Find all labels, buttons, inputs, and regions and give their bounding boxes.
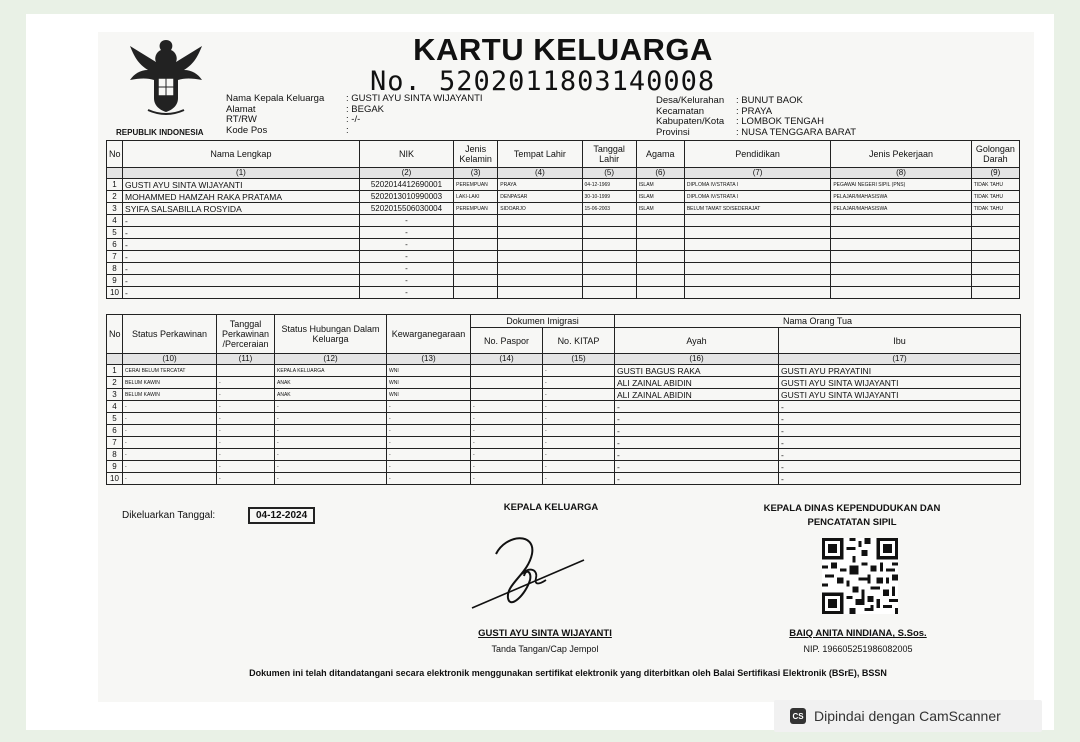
cell-tanggal [582, 275, 636, 287]
cell-jk [454, 287, 498, 299]
cell-ayah: - [615, 401, 779, 413]
table-row [107, 275, 1020, 287]
cell-kitap: - [543, 365, 615, 377]
table-row [107, 425, 1021, 437]
cell-no: 4 [107, 215, 123, 227]
cell-ayah: GUSTI BAGUS RAKA [615, 365, 779, 377]
cell-nama: - [123, 251, 360, 263]
issued-date: 04-12-2024 [248, 507, 315, 524]
cell-pendidikan: BELUM TAMAT SD/SEDERAJAT [684, 203, 830, 215]
esign-note: Dokumen ini telah ditandatangani secara elektronik menggunakan sertifikat elektronik yang diterbitkan oleh Balai Sertifikasi Elektronik (BSrE), BSSN [249, 668, 887, 678]
cell-darah [971, 275, 1019, 287]
cell-wn: WNI [387, 365, 471, 377]
cell-nama: - [123, 215, 360, 227]
cell-nik: - [359, 239, 453, 251]
cell-nik: 5202015506030004 [359, 203, 453, 215]
cell-no: 3 [107, 389, 123, 401]
cell-no: 6 [107, 239, 123, 251]
cell-kitap: - [543, 437, 615, 449]
cell-no: 4 [107, 401, 123, 413]
cell-hubungan: - [275, 413, 387, 425]
table-row [107, 437, 1021, 449]
cell-nik: 5202014412690001 [359, 179, 453, 191]
cell-darah [971, 227, 1019, 239]
cell-status: - [123, 401, 217, 413]
cell-pendidikan [684, 287, 830, 299]
cell-pekerjaan [831, 215, 971, 227]
cell-agama: ISLAM [636, 179, 684, 191]
cell-agama [636, 227, 684, 239]
cell-no: 2 [107, 191, 123, 203]
cell-ayah: ALI ZAINAL ABIDIN [615, 389, 779, 401]
table-row [107, 449, 1021, 461]
cell-tgl: - [217, 377, 275, 389]
cell-no: 10 [107, 287, 123, 299]
table-row [107, 473, 1021, 485]
cell-ayah: - [615, 413, 779, 425]
cell-nik: - [359, 251, 453, 263]
cell-ibu: - [779, 449, 1021, 461]
cell-ibu: - [779, 413, 1021, 425]
cell-wn: - [387, 413, 471, 425]
cell-hubungan: KEPALA KELUARGA [275, 365, 387, 377]
cell-nik: - [359, 215, 453, 227]
header-left-values: : GUSTI AYU SINTA WIJAYANTI : BEGAK : -/- : [346, 93, 483, 136]
cell-hubungan: ANAK [275, 389, 387, 401]
cell-agama: ISLAM [636, 191, 684, 203]
table-row [107, 191, 1020, 203]
cell-status: - [123, 437, 217, 449]
cell-no: 3 [107, 203, 123, 215]
family-status-table: No Status Perkawinan Tanggal Perkawinan /Perceraian Status Hubungan Dalam Keluarga Kewarganegaraan Dokumen Imigrasi Nama Orang Tua No. Paspor No. KITAP Ayah Ibu (10) (11) (12) (13) (14) (15) (16) (17) 1 CERAI BELUM TERCATAT KEPALA KELUARGA WNI - GUSTI BAGUS RAKA GUSTI AYU PRAYATINI 2 BELUM KAWIN - ANAK WNI - ALI ZAINAL ABIDIN GUSTI AYU SINTA WIJAYANTI 3 BELUM KAWIN - ANAK WNI - ALI ZAINAL ABIDIN GUSTI AYU SINTA WIJAYANTI 4 - - - - - - - - 5 - - - - - - - - 6 - - - - - - - - 7 - - - - - - - - 8 - - - - - - - - 9 - - - - - - - - 10 - - - - - - - - [106, 314, 1021, 485]
table-row [107, 413, 1021, 425]
cell-pekerjaan [831, 263, 971, 275]
kadis-nip: NIP. 196605251986082005 [803, 644, 913, 654]
cell-ayah: ALI ZAINAL ABIDIN [615, 377, 779, 389]
republic-label: REPUBLIK INDONESIA [116, 128, 204, 137]
cell-wn: WNI [387, 377, 471, 389]
header-right-values: : BUNUT BAOK : PRAYA : LOMBOK TENGAH : NUSA TENGGARA BARAT [736, 95, 857, 138]
cell-no: 9 [107, 461, 123, 473]
cell-ibu: - [779, 473, 1021, 485]
kadis-title: KEPALA DINAS KEPENDUDUKAN DAN PENCATATAN SIPIL [763, 503, 941, 528]
cell-kitap: - [543, 449, 615, 461]
cell-kitap: - [543, 389, 615, 401]
cell-paspor: - [471, 449, 543, 461]
cell-wn: - [387, 401, 471, 413]
cell-nama: - [123, 227, 360, 239]
cell-darah [971, 287, 1019, 299]
scan-frame [26, 14, 1054, 730]
cell-paspor: - [471, 425, 543, 437]
cell-tanggal: 04-12-1969 [582, 179, 636, 191]
cell-nama: MOHAMMED HAMZAH RAKA PRATAMA [123, 191, 360, 203]
table-row [107, 179, 1020, 191]
cell-paspor: - [471, 401, 543, 413]
cell-hubungan: - [275, 473, 387, 485]
cell-agama [636, 251, 684, 263]
cell-darah: TIDAK TAHU [971, 191, 1019, 203]
cell-agama [636, 287, 684, 299]
cell-status: - [123, 473, 217, 485]
cell-hubungan: - [275, 449, 387, 461]
cell-pekerjaan [831, 251, 971, 263]
cell-status: - [123, 413, 217, 425]
cell-kitap: - [543, 425, 615, 437]
table-row [107, 227, 1020, 239]
table-row [107, 239, 1020, 251]
cell-status: - [123, 425, 217, 437]
cell-tanggal [582, 215, 636, 227]
cell-jk [454, 275, 498, 287]
cell-status: - [123, 461, 217, 473]
cell-tanggal [582, 287, 636, 299]
header-right-labels: Desa/Kelurahan Kecamatan Kabupaten/Kota Provinsi [656, 95, 725, 138]
signature-caption: Tanda Tangan/Cap Jempol [491, 644, 599, 654]
cell-darah: TIDAK TAHU [971, 203, 1019, 215]
cell-ibu: - [779, 425, 1021, 437]
cell-jk [454, 263, 498, 275]
cell-darah [971, 215, 1019, 227]
cell-tempat: DENPASAR [498, 191, 582, 203]
cell-nama: - [123, 275, 360, 287]
signature [466, 524, 596, 614]
cell-nik: - [359, 275, 453, 287]
cell-ibu: - [779, 437, 1021, 449]
cell-ayah: - [615, 461, 779, 473]
cell-status: - [123, 449, 217, 461]
cell-paspor [471, 365, 543, 377]
cell-kitap: - [543, 413, 615, 425]
cell-tempat [498, 287, 582, 299]
cell-nik: 5202013010990003 [359, 191, 453, 203]
cell-tgl: - [217, 401, 275, 413]
cell-darah [971, 239, 1019, 251]
cell-kitap: - [543, 461, 615, 473]
cell-ayah: - [615, 425, 779, 437]
cell-jk [454, 227, 498, 239]
cell-agama [636, 215, 684, 227]
cell-tempat [498, 263, 582, 275]
cell-no: 7 [107, 437, 123, 449]
cell-wn: - [387, 449, 471, 461]
cell-darah [971, 251, 1019, 263]
cell-tgl [217, 365, 275, 377]
cell-nik: - [359, 227, 453, 239]
cell-tempat [498, 251, 582, 263]
cell-hubungan: - [275, 425, 387, 437]
cell-ibu: - [779, 401, 1021, 413]
kk-number: No. 5202011803140008 [370, 66, 716, 97]
table-row [107, 365, 1021, 377]
cell-pekerjaan [831, 275, 971, 287]
cell-no: 7 [107, 251, 123, 263]
cell-ayah: - [615, 473, 779, 485]
cell-no: 10 [107, 473, 123, 485]
qr-code-icon [822, 538, 898, 614]
cell-agama [636, 239, 684, 251]
cell-ayah: - [615, 437, 779, 449]
cell-paspor: - [471, 461, 543, 473]
cell-pekerjaan [831, 239, 971, 251]
cell-tanggal [582, 263, 636, 275]
cell-tgl: - [217, 413, 275, 425]
cell-no: 5 [107, 413, 123, 425]
cell-wn: - [387, 425, 471, 437]
cell-hubungan: - [275, 401, 387, 413]
cell-nama: SYIFA SALSABILLA ROSYIDA [123, 203, 360, 215]
cell-paspor: - [471, 473, 543, 485]
cell-no: 9 [107, 275, 123, 287]
cell-agama [636, 275, 684, 287]
cell-hubungan: - [275, 437, 387, 449]
cell-pendidikan [684, 251, 830, 263]
cell-pendidikan [684, 239, 830, 251]
cell-tempat: PRAYA [498, 179, 582, 191]
cell-nik: - [359, 263, 453, 275]
cell-wn: WNI [387, 389, 471, 401]
cell-agama: ISLAM [636, 203, 684, 215]
kepala-keluarga-name: GUSTI AYU SINTA WIJAYANTI [478, 628, 612, 639]
cell-jk: LAKI-LAKI [454, 191, 498, 203]
cell-pekerjaan: PEGAWAI NEGERI SIPIL (PNS) [831, 179, 971, 191]
cell-no: 8 [107, 449, 123, 461]
cell-no: 1 [107, 365, 123, 377]
cell-kitap: - [543, 401, 615, 413]
cell-paspor: - [471, 413, 543, 425]
document-title: KARTU KELUARGA [413, 32, 713, 67]
cell-kitap: - [543, 473, 615, 485]
cell-jk [454, 251, 498, 263]
cell-pekerjaan [831, 287, 971, 299]
cell-ibu: GUSTI AYU SINTA WIJAYANTI [779, 389, 1021, 401]
cell-no: 5 [107, 227, 123, 239]
cell-wn: - [387, 461, 471, 473]
cell-nama: GUSTI AYU SINTA WIJAYANTI [123, 179, 360, 191]
table-row [107, 401, 1021, 413]
cell-tgl: - [217, 389, 275, 401]
cell-tanggal: 30-10-1999 [582, 191, 636, 203]
kadis-name: BAIQ ANITA NINDIANA, S.Sos. [789, 628, 927, 639]
cell-pendidikan: DIPLOMA IV/STRATA I [684, 179, 830, 191]
cell-pekerjaan: PELAJAR/MAHASISWA [831, 203, 971, 215]
cell-hubungan: - [275, 461, 387, 473]
cell-no: 1 [107, 179, 123, 191]
cell-ibu: - [779, 461, 1021, 473]
cell-ayah: - [615, 449, 779, 461]
cell-darah: TIDAK TAHU [971, 179, 1019, 191]
cell-nama: - [123, 239, 360, 251]
garuda-emblem-icon [120, 36, 212, 118]
cell-tanggal [582, 239, 636, 251]
cell-wn: - [387, 437, 471, 449]
cell-nama: - [123, 263, 360, 275]
cell-no: 6 [107, 425, 123, 437]
camscanner-text: Dipindai dengan CamScanner [814, 708, 1001, 724]
cell-pendidikan [684, 275, 830, 287]
cell-pendidikan [684, 215, 830, 227]
table-row [107, 263, 1020, 275]
cell-tgl: - [217, 437, 275, 449]
cell-status: BELUM KAWIN [123, 377, 217, 389]
cell-tgl: - [217, 461, 275, 473]
family-members-table: No Nama Lengkap NIK Jenis Kelamin Tempat Lahir Tanggal Lahir Agama Pendidikan Jenis Pekerjaan Golongan Darah (1) (2) (3) (4) (5) (6) (7) (8) (9) 1 GUSTI AYU SINTA WIJAYANTI 5202014412690001 PEREMPUAN PRAYA 04-12-1969 ISLAM DIPLOMA IV/STRATA I PEGAWAI NEGERI SIPIL (PNS) TIDAK TAHU 2 MOHAMMED HAMZAH RAKA PRATAMA 5202013010990003 LAKI-LAKI DENPASAR 30-10-1999 ISLAM DIPLOMA IV/STRATA I PELAJAR/MAHASISWA TIDAK TAHU 3 SYIFA SALSABILLA ROSYIDA 5202015506030004 PEREMPUAN SIDOARJO 15-06-2003 ISLAM BELUM TAMAT SD/SEDERAJAT PELAJAR/MAHASISWA TIDAK TAHU 4 - - 5 - - 6 - - 7 - - 8 - - 9 - - 10 - - [106, 140, 1020, 299]
table-row [107, 377, 1021, 389]
table-row [107, 215, 1020, 227]
cell-ibu: GUSTI AYU SINTA WIJAYANTI [779, 377, 1021, 389]
cell-status: CERAI BELUM TERCATAT [123, 365, 217, 377]
cell-tgl: - [217, 425, 275, 437]
cell-no: 2 [107, 377, 123, 389]
cell-jk [454, 215, 498, 227]
cell-tgl: - [217, 449, 275, 461]
cell-tempat: SIDOARJO [498, 203, 582, 215]
cell-tgl: - [217, 473, 275, 485]
cell-pekerjaan: PELAJAR/MAHASISWA [831, 191, 971, 203]
cell-tempat [498, 227, 582, 239]
table-row [107, 287, 1020, 299]
cell-hubungan: ANAK [275, 377, 387, 389]
cell-kitap: - [543, 377, 615, 389]
cell-tanggal [582, 227, 636, 239]
kartu-keluarga-document [98, 32, 1034, 702]
issued-label: Dikeluarkan Tanggal: [122, 510, 216, 521]
table-row [107, 389, 1021, 401]
cell-agama [636, 263, 684, 275]
table-row [107, 251, 1020, 263]
kepala-keluarga-title: KEPALA KELUARGA [503, 502, 599, 513]
cell-tempat [498, 215, 582, 227]
cell-tanggal: 15-06-2003 [582, 203, 636, 215]
header-left-labels: Nama Kepala Keluarga Alamat RT/RW Kode Pos [226, 93, 325, 136]
cell-pekerjaan [831, 227, 971, 239]
cell-ibu: GUSTI AYU PRAYATINI [779, 365, 1021, 377]
table-row [107, 203, 1020, 215]
cell-paspor: - [471, 437, 543, 449]
cell-nama: - [123, 287, 360, 299]
cell-wn: - [387, 473, 471, 485]
cell-paspor [471, 389, 543, 401]
cell-jk [454, 239, 498, 251]
cell-pendidikan: DIPLOMA IV/STRATA I [684, 191, 830, 203]
cell-pendidikan [684, 227, 830, 239]
cell-tempat [498, 275, 582, 287]
cell-jk: PEREMPUAN [454, 179, 498, 191]
cell-tanggal [582, 251, 636, 263]
cell-status: BELUM KAWIN [123, 389, 217, 401]
camscanner-logo-icon: CS [790, 708, 806, 724]
table-row [107, 461, 1021, 473]
camscanner-watermark [774, 700, 1042, 732]
cell-paspor [471, 377, 543, 389]
cell-tempat [498, 239, 582, 251]
cell-pendidikan [684, 263, 830, 275]
cell-nik: - [359, 287, 453, 299]
cell-darah [971, 263, 1019, 275]
cell-jk: PEREMPUAN [454, 203, 498, 215]
cell-no: 8 [107, 263, 123, 275]
